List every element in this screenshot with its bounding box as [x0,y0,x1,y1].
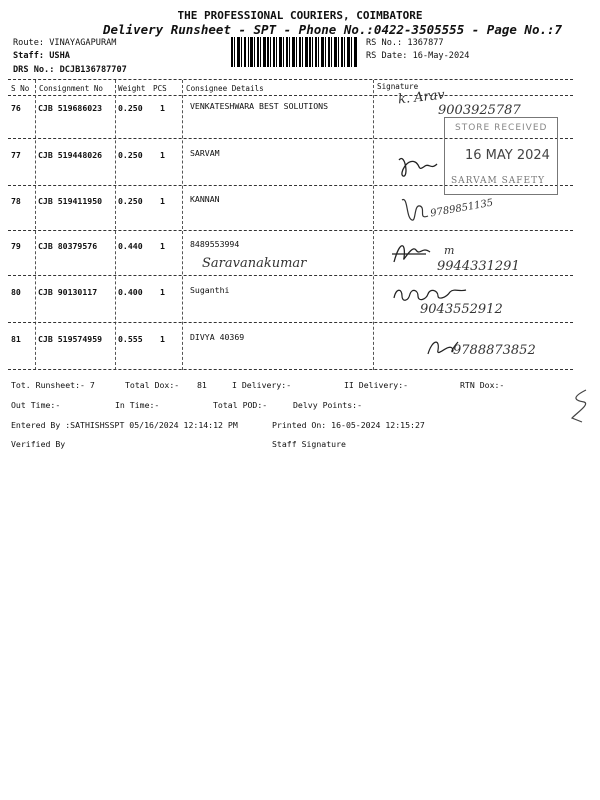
row-separator [8,322,573,323]
received-stamp [444,117,558,195]
column-divider [182,80,183,370]
company-title: THE PROFESSIONAL COURIERS, COIMBATORE [177,9,423,22]
row-sno: 80 [11,287,21,297]
barcode [231,37,357,67]
table-top-rule [8,79,573,80]
row-sno: 76 [11,103,21,113]
row-pcs: 1 [160,287,165,297]
runsheet-subtitle: Delivery Runsheet - SPT - Phone No.:0422-3505555 - Page No.:7 [103,22,563,37]
row-sno: 77 [11,150,21,160]
row-consignee: DIVYA 40369 [190,332,245,342]
staff-label: Staff: USHA [13,51,70,61]
printed-on: Printed On: 16-05-2024 12:15:27 [272,420,425,430]
stamp-date: 16 MAY 2024 [465,148,550,163]
row-consignee: VENKATESHWARA BEST SOLUTIONS [190,101,329,111]
margin-mark [568,388,590,424]
entered-by: Entered By :SATHISHSSPT 05/16/2024 12:14:12 PM [11,420,238,430]
stamp-top-text: STORE RECEIVED [455,123,548,133]
column-divider [35,80,36,370]
col-header-weight: Weight [118,84,146,93]
row-separator [8,230,573,231]
row-weight: 0.440 [118,241,143,251]
row-pcs: 1 [160,103,165,113]
signature-80-phone: 9043552912 [420,302,503,317]
column-divider [115,80,116,370]
row-consignee: Suganthi [190,285,230,295]
row-weight: 0.250 [118,103,143,113]
row-consignment-no: CJB 519686023 [38,103,103,113]
signature-76-name: k. Arav [397,87,446,108]
col-header-sno: S No [11,84,30,93]
signature-79-scribble [390,238,434,266]
row-consignment-no: CJB 519574959 [38,334,103,344]
total-pod: Total POD:- [213,400,268,410]
col-header-consignee: Consignee Details [186,84,264,93]
total-runsheet: Tot. Runsheet:- 7 [11,380,95,390]
signature-79-phone: 9944331291 [437,259,520,274]
i-delivery: I Delivery:- [232,380,292,390]
row-weight: 0.250 [118,196,143,206]
verified-by: Verified By [11,439,66,449]
row-weight: 0.250 [118,150,143,160]
rs-number: RS No.: 1367877 [366,38,444,48]
staff-signature: Staff Signature [272,439,346,449]
table-bottom-rule [8,369,573,370]
handwritten-consignee-name: Saravanakumar [202,256,307,271]
row-sno: 78 [11,196,21,206]
signature-79-initial: m [444,244,455,257]
out-time: Out Time:- [11,400,61,410]
row-sno: 79 [11,241,21,251]
in-time: In Time:- [115,400,160,410]
row-pcs: 1 [160,150,165,160]
row-separator [8,275,573,276]
row-consignment-no: CJB 519448026 [38,150,103,160]
delvy-points: Delvy Points:- [293,400,363,410]
row-pcs: 1 [160,241,165,251]
row-consignment-no: CJB 90130117 [38,287,98,297]
row-pcs: 1 [160,334,165,344]
signature-78-scribble [398,194,434,230]
signature-81-phone: 9788873852 [453,343,536,358]
signature-76-phone: 9003925787 [438,103,521,118]
row-consignee: 8489553994 [190,239,240,249]
row-sno: 81 [11,334,21,344]
total-dox-value: 81 [197,380,207,390]
row-consignee: KANNAN [190,194,220,204]
table-header-rule [8,95,573,96]
stamp-bottom-text: SARVAM SAFETY [451,176,546,186]
row-weight: 0.400 [118,287,143,297]
col-header-consignment: Consignment No [39,84,104,93]
column-divider [373,80,374,370]
col-header-pcs: PCS [153,84,167,93]
signature-77-scribble [393,148,439,184]
signature-78-phone: 9789851135 [429,197,495,220]
drs-number: DRS No.: DCJB136787707 [13,65,127,75]
total-dox-label: Total Dox:- [125,380,180,390]
row-consignment-no: CJB 519411950 [38,196,103,206]
row-consignment-no: CJB 80379576 [38,241,98,251]
rtn-dox: RTN Dox:- [460,380,505,390]
row-consignee: SARVAM [190,148,220,158]
col-header-signature: Signature [377,82,419,91]
rs-date: RS Date: 16-May-2024 [366,51,470,61]
ii-delivery: II Delivery:- [344,380,409,390]
row-pcs: 1 [160,196,165,206]
route-label: Route: VINAYAGAPURAM [13,38,117,48]
row-weight: 0.555 [118,334,143,344]
